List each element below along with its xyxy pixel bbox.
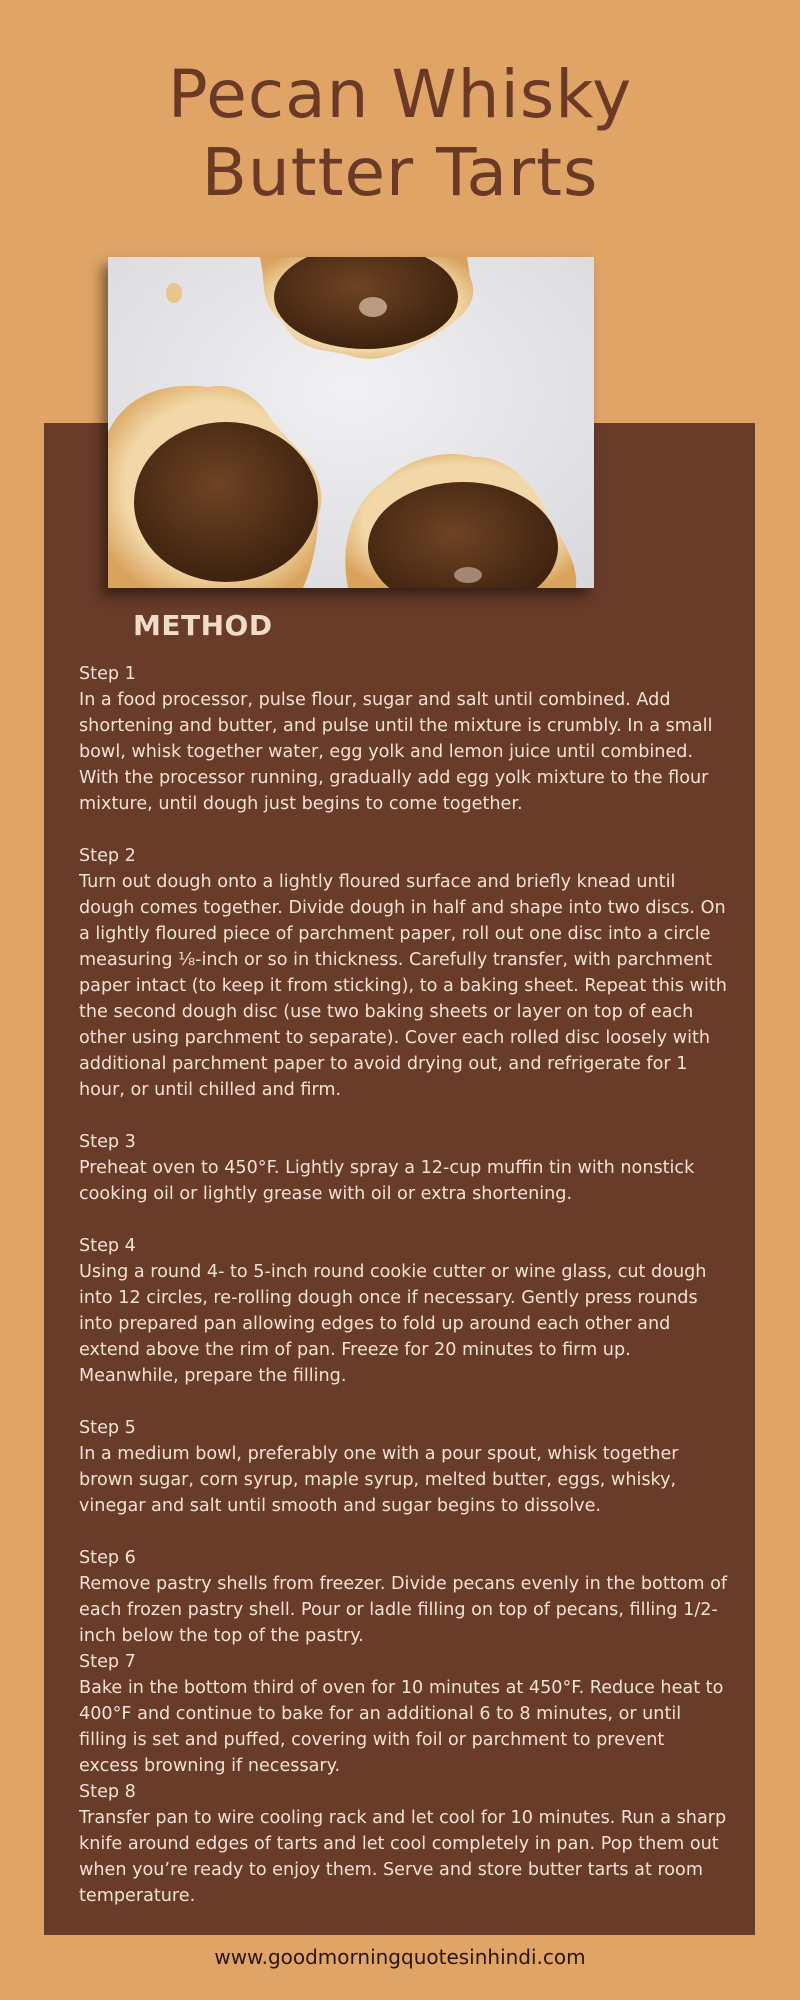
step-text: In a food processor, pulse flour, sugar and salt until combined. Add shortening and butter, and pulse until the mixture is crumbly. In a small bowl, whisk together water, egg yolk and lemon juice until combined. With the processor running, gradually add egg yolk mixture to the flour mixture, until dough just begins to come together. <box>79 690 713 814</box>
step-text: Turn out dough onto a lightly floured surface and briefly knead until dough comes together. Divide dough in half and shape into two discs. On a lightly floured piece of parchment paper, roll out one disc into a circle measuring ⅛-inch or so in thickness. Carefully transfer, with parchment paper intact (to keep it from sticking), to a baking sheet. Repeat this with the second dough disc (use two baking sheets or layer on top of each other using parchment to separate). Cover each rolled disc loosely with additional parchment paper to avoid drying out, and refrigerate for 1 hour, or until chilled and firm. <box>79 872 727 1100</box>
step-label: Step 3 <box>79 1132 136 1152</box>
step-label: Step 4 <box>79 1236 136 1256</box>
step-8 <box>79 1779 729 1909</box>
step-1 <box>79 661 729 817</box>
step-label: Step 7 <box>79 1652 136 1672</box>
method-heading: METHOD <box>133 609 273 642</box>
butter-tarts-photo <box>108 257 594 588</box>
step-text: Preheat oven to 450°F. Lightly spray a 12-cup muffin tin with nonstick cooking oil or lightly grease with oil or extra shortening. <box>79 1158 695 1204</box>
website-url: www.goodmorningquotesinhindi.com <box>214 1945 586 1969</box>
title-line-2: Butter Tarts <box>201 134 599 211</box>
step-5 <box>79 1415 729 1519</box>
step-6 <box>79 1545 729 1649</box>
step-label: Step 2 <box>79 846 136 866</box>
step-text: Bake in the bottom third of oven for 10 minutes at 450°F. Reduce heat to 400°F and continue to bake for an additional 6 to 8 minutes, or until filling is set and puffed, covering with foil or parchment to prevent excess browning if necessary. <box>79 1678 724 1776</box>
step-text: Using a round 4- to 5-inch round cookie cutter or wine glass, cut dough into 12 circles, re-rolling dough once if necessary. Gently press rounds into prepared pan allowing edges to fold up around each other and extend above the rim of pan. Freeze for 20 minutes to firm up. Meanwhile, prepare the filling. <box>79 1262 707 1386</box>
step-text: Transfer pan to wire cooling rack and let cool for 10 minutes. Run a sharp knife around edges of tarts and let cool completely in pan. Pop them out when you’re ready to enjoy them. Serve and store butter tarts at room temperature. <box>79 1808 727 1906</box>
step-label: Step 8 <box>79 1782 136 1802</box>
step-text: In a medium bowl, preferably one with a pour spout, whisk together brown sugar, corn syrup, maple syrup, melted butter, eggs, whisky, vinegar and salt until smooth and sugar begins to dissolve. <box>79 1444 679 1516</box>
step-text: Remove pastry shells from freezer. Divide pecans evenly in the bottom of each frozen pastry shell. Pour or ladle filling on top of pecans, filling 1/2-inch below the top of the pastry. <box>79 1574 728 1646</box>
recipe-title <box>0 56 800 212</box>
step-7 <box>79 1649 729 1779</box>
title-line-1: Pecan Whisky <box>167 56 633 133</box>
steps-list <box>79 661 729 1909</box>
step-label: Step 1 <box>79 664 136 684</box>
step-3 <box>79 1129 729 1207</box>
step-2 <box>79 843 729 1103</box>
step-label: Step 5 <box>79 1418 136 1438</box>
step-label: Step 6 <box>79 1548 136 1568</box>
step-4 <box>79 1233 729 1389</box>
